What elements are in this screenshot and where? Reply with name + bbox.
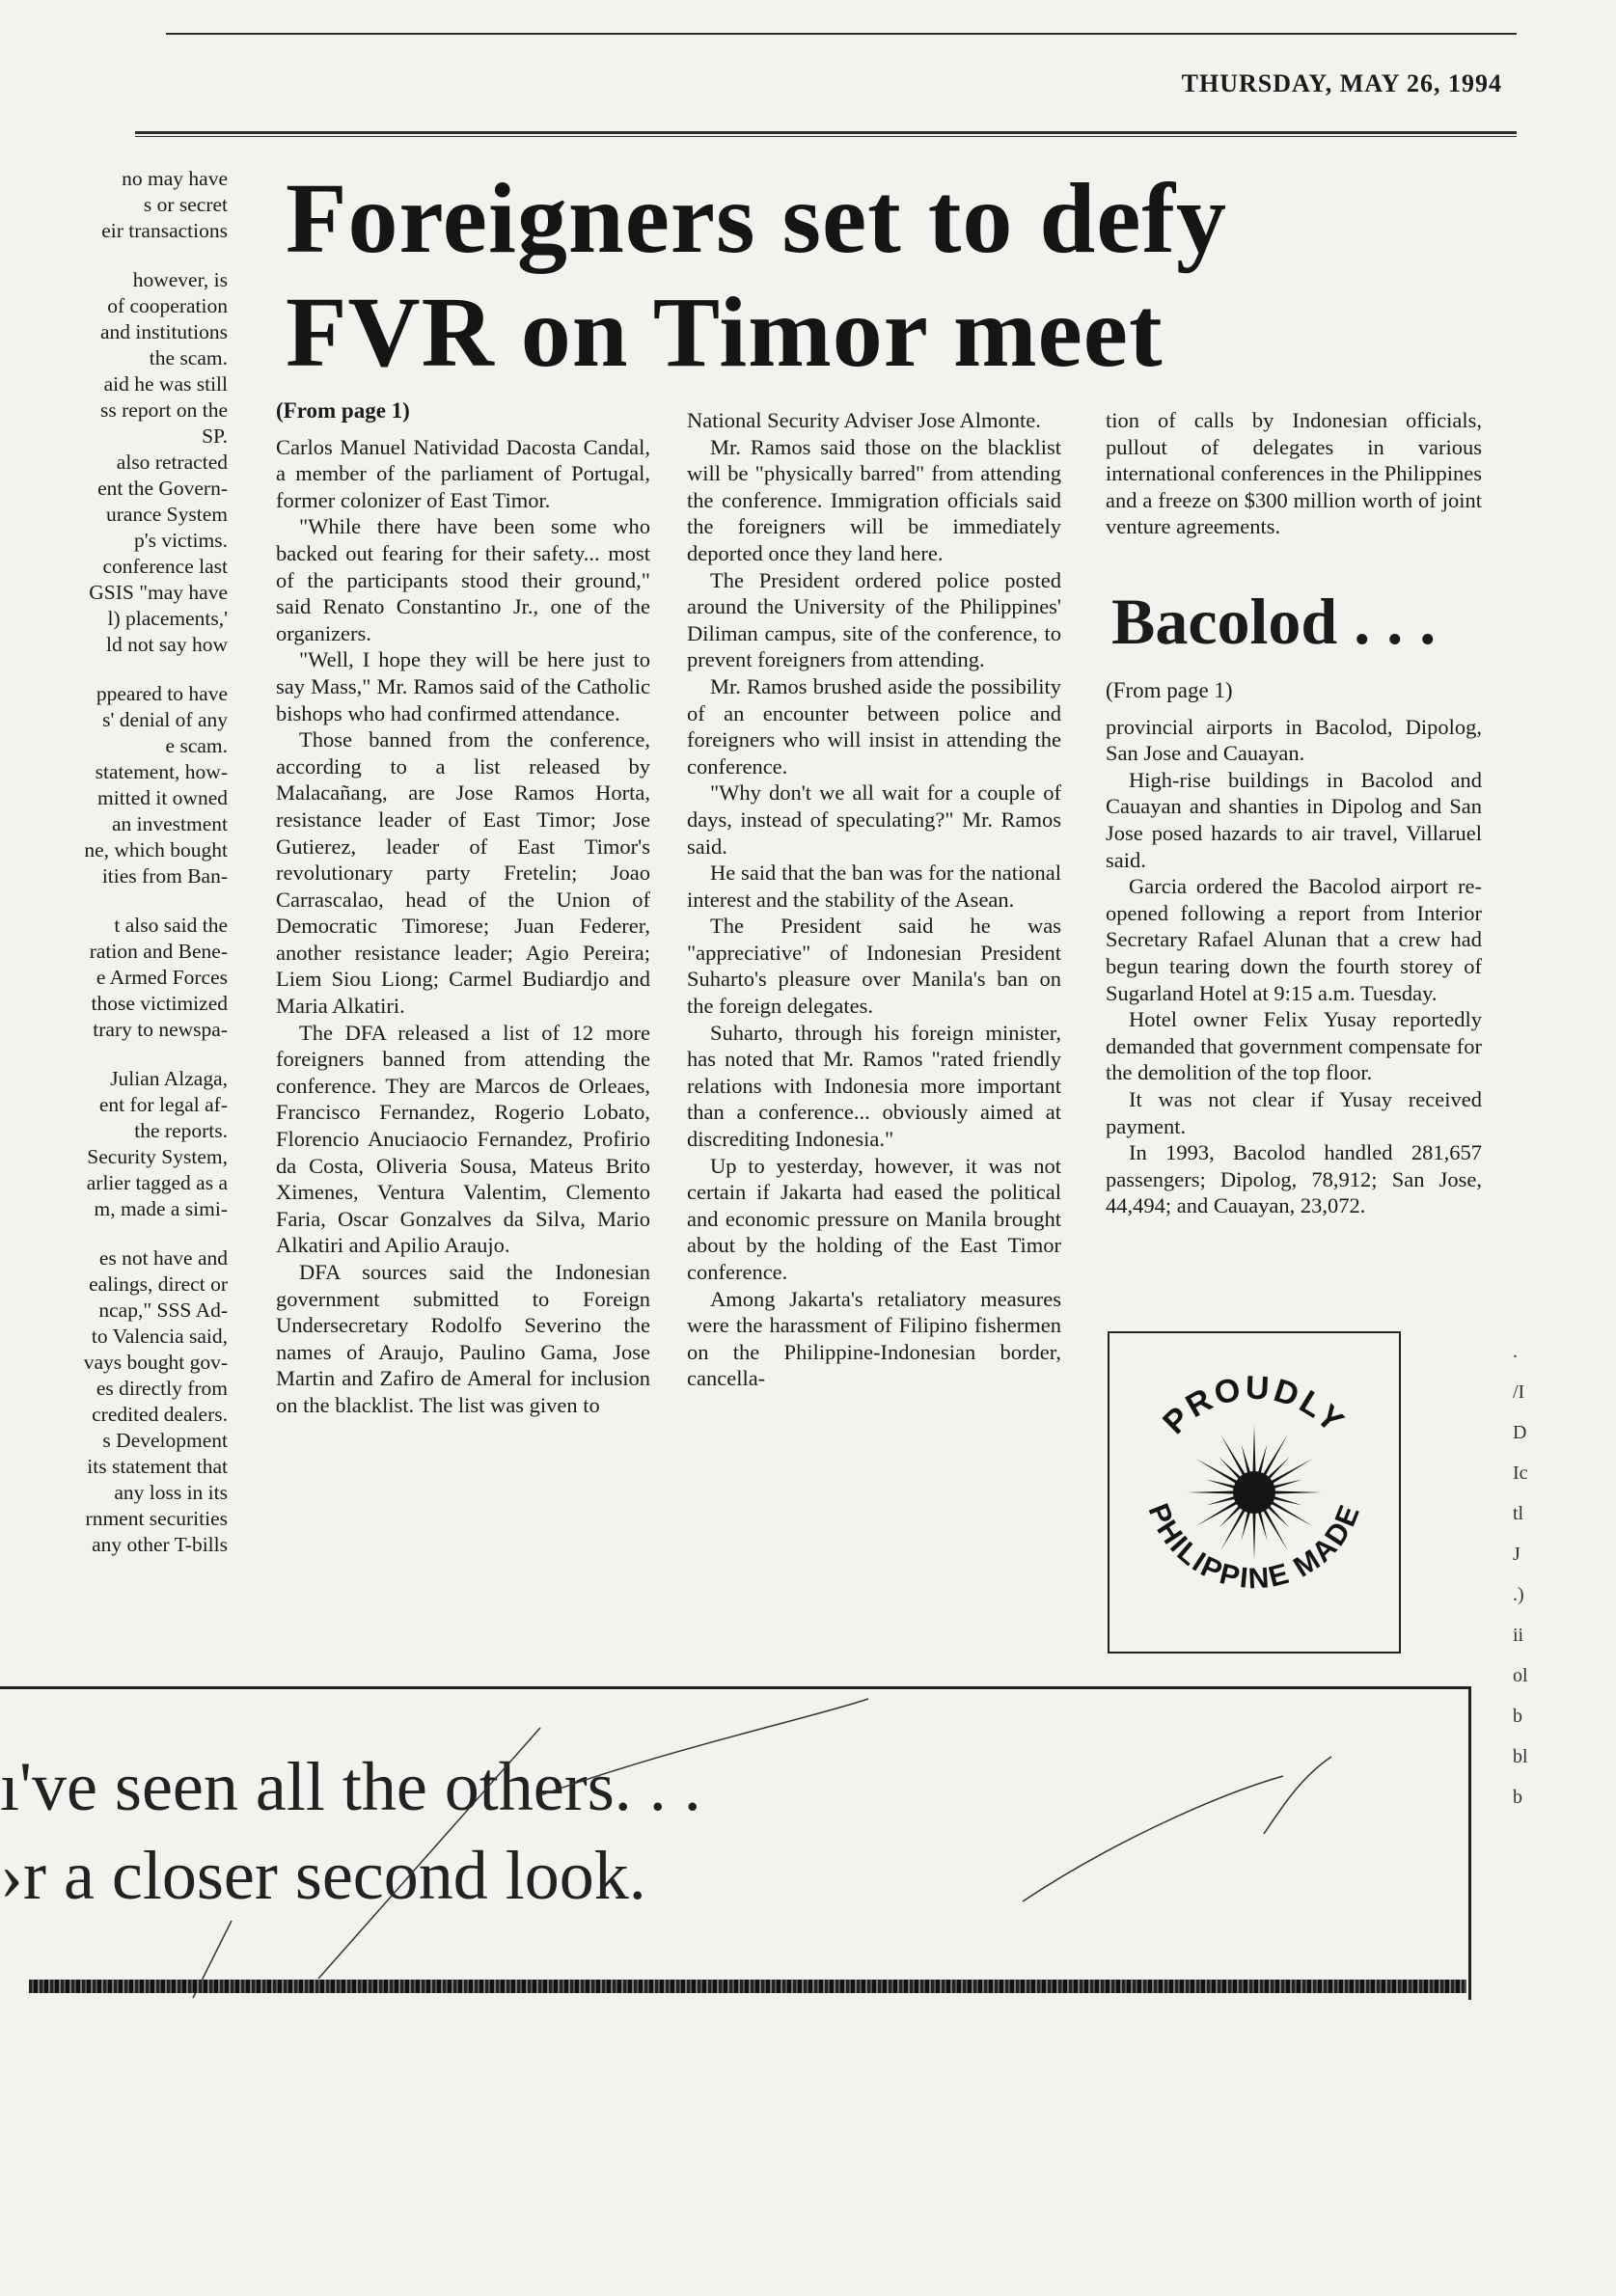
left-fragment-group <box>73 913 228 1043</box>
sun-ray <box>1252 1510 1255 1560</box>
page-date: THURSDAY, MAY 26, 1994 <box>1181 69 1502 97</box>
sun-ray <box>1187 1490 1237 1493</box>
margin-mark: J <box>1513 1544 1520 1565</box>
paragraph: "Why don't we all wait for a couple of days, instead of speculating?" Mr. Ramos said. <box>687 780 1061 859</box>
left-fragment-line: aid he was still <box>103 372 228 396</box>
left-fragment-group <box>73 267 228 658</box>
left-fragment-line: e Armed Forces <box>96 966 228 989</box>
headline-line-2: FVR on Timor meet <box>286 277 1164 388</box>
left-fragment-line: urance System <box>106 503 228 526</box>
left-fragment-line: the reports. <box>134 1119 228 1142</box>
left-fragment-line: any other T-bills <box>92 1533 228 1556</box>
story-column-1 <box>276 397 650 1419</box>
paragraph: National Security Adviser Jose Almonte. <box>687 408 1041 432</box>
bacolod-column <box>1106 677 1482 1219</box>
top-rule <box>166 33 1517 35</box>
paragraph: Suharto, through his foreign minister, has noted that Mr. Ramos "rated friendly relations with Indonesia more important than a conference... obviously aimed at discrediting Indonesia." <box>687 1020 1061 1152</box>
left-fragment-line: GSIS "may have <box>89 581 228 604</box>
ad-scribble-lines <box>0 1689 1468 2000</box>
paragraph: Garcia ordered the Bacolod airport re-opened following a report from Interior Secretary Rafael Alunan that a crew had begun tearing down the fourth storey of Sugarland Hotel at 9:15 a.m. Tuesday. <box>1106 874 1482 1005</box>
sun-ray <box>1252 1425 1255 1475</box>
story-column-3 <box>1106 407 1482 540</box>
left-fragment-line: l) placements,' <box>107 607 228 630</box>
left-fragment-line: ld not say how <box>105 633 228 656</box>
left-fragment-line: ities from Ban- <box>101 864 228 888</box>
left-fragment-line: those victimized <box>91 992 228 1015</box>
headline <box>286 162 1366 390</box>
paragraph: Among Jakarta's retaliatory measures were the harassment of Filipino fishermen on the Philippine-Indonesian border, cancella- <box>687 1286 1061 1391</box>
left-fragment-line: to Valencia said, <box>91 1325 228 1348</box>
paragraph: The President said he was "appreciative" of Indonesian President Suharto's pleasure over Manila's ban on the foreign delegates. <box>687 914 1061 1019</box>
left-fragment-line: ent the Govern- <box>97 477 228 500</box>
left-fragment-line: mitted it owned <box>97 786 228 809</box>
left-fragment-group <box>73 166 228 244</box>
left-fragment-line: of cooperation <box>107 294 228 317</box>
margin-mark: ii <box>1513 1625 1524 1646</box>
left-fragment-line: ppeared to have <box>96 682 228 705</box>
left-fragment-line: ne, which bought <box>84 838 228 861</box>
left-fragment-line: credited dealers. <box>92 1403 228 1426</box>
left-fragment-line: conference last <box>102 555 228 578</box>
margin-mark: . <box>1513 1341 1518 1362</box>
left-fragment-line: Julian Alzaga, <box>110 1067 228 1090</box>
proudly-philippine-made-seal <box>1108 1331 1401 1654</box>
left-fragment-line: statement, how- <box>95 760 228 783</box>
left-fragment-line: t also said the <box>114 914 228 937</box>
left-fragment-line: es directly from <box>96 1377 228 1400</box>
margin-mark: bl <box>1513 1746 1528 1767</box>
paragraph: The DFA released a list of 12 more foreigners banned from attending the conference. They are Marcos de Orleaes, Francisco Fernandez, Rogerio Lobato, Florencio Anuciaocio Fernandez, Profirio da Costa, Oliveria Sousa, Mateus Brito Ximenes, Ventura Valentim, Clemento Faria, Oscar Gonzalves da Silva, Mario Alkatiri and Apilio Araujo. <box>276 1020 650 1258</box>
seal-top-text: PROUDLY <box>1156 1369 1353 1442</box>
left-fragment-line: ealings, direct or <box>89 1272 228 1296</box>
headline-line-1: Foreigners set to defy <box>286 163 1228 274</box>
margin-mark: Ic <box>1513 1462 1528 1484</box>
left-fragment-line: its statement that <box>87 1455 228 1478</box>
left-fragment-line: eir transactions <box>101 219 228 242</box>
right-margin-marks <box>1513 1331 1571 1818</box>
left-fragment-line: p's victims. <box>133 529 228 552</box>
margin-mark: tl <box>1513 1503 1524 1524</box>
paragraph: tion of calls by Indonesian officials, pullout of delegates in various international conferences in the Philippines and a freeze on $300 million worth of joint venture agreements. <box>1106 408 1482 539</box>
margin-mark: /I <box>1513 1381 1525 1403</box>
left-fragment-line: ss report on the <box>100 398 228 422</box>
paragraph: DFA sources said the Indonesian government submitted to Foreign Undersecretary Rodolfo Severino the names of Araujo, Paulino Gama, Jose Martin and Zafiro de Ameral for inclusion on the blacklist. The list was given to <box>276 1260 650 1417</box>
paragraph: provincial airports in Bacolod, Dipolog, San Jose and Cauayan. <box>1106 714 1482 766</box>
ad-line-1: ı've seen all the others. . . <box>0 1748 701 1825</box>
paragraph: Hotel owner Felix Yusay reportedly demanded that government compensate for the demolition of the top floor. <box>1106 1007 1482 1085</box>
left-fragment-line: ration and Bene- <box>89 940 228 963</box>
left-fragment-line: trary to newspa- <box>93 1018 228 1041</box>
paragraph: "Well, I hope they will be here just to say Mass," Mr. Ramos said of the Catholic bishops who had confirmed attendance. <box>276 647 650 725</box>
paragraph: Mr. Ramos said those on the blacklist will be "physically barred" from attending the conference. Immigration officials said the foreigners will be immediately deported once they land here. <box>687 434 1061 565</box>
left-fragment-line: es not have and <box>98 1246 228 1270</box>
left-fragment-line: ncap," SSS Ad- <box>98 1298 228 1322</box>
paragraph: Mr. Ramos brushed aside the possibility of an encounter between police and foreigners who will insist in attending the conference. <box>687 673 1061 779</box>
bacolod-from-page: (From page 1) <box>1106 678 1233 702</box>
masthead-rule <box>135 131 1517 134</box>
left-fragment-line: m, made a simi- <box>94 1197 228 1220</box>
left-fragment-line: s or secret <box>143 193 228 216</box>
story-column-2 <box>687 407 1061 1392</box>
left-fragment-line: s' denial of any <box>102 708 228 731</box>
paragraph: "While there have been some who backed out fearing for their safety... most of the participants stood their ground," said Renato Constantino Jr., one of the organizers. <box>276 514 650 645</box>
left-fragment-line: any loss in its <box>114 1481 228 1504</box>
left-fragment-line: however, is <box>132 268 228 291</box>
left-fragment-line: SP. <box>202 424 228 448</box>
bacolod-title: Bacolod . . . <box>1111 585 1437 658</box>
left-fragment-group <box>73 1245 228 1558</box>
sun-star-logo-icon <box>1109 1333 1399 1652</box>
left-fragment-line: Security System, <box>87 1145 228 1168</box>
paragraph: The President ordered police posted around the University of the Philippines' Diliman campus, site of the conference, to prevent foreigners from attending. <box>687 567 1061 672</box>
margin-mark: b <box>1513 1787 1522 1808</box>
left-fragment-line: also retracted <box>116 451 228 474</box>
left-fragment-line: and institutions <box>100 320 228 343</box>
left-fragment-group <box>73 1066 228 1222</box>
left-fragment-line: no may have <box>122 167 228 190</box>
margin-mark: b <box>1513 1706 1522 1727</box>
sun-ray <box>1272 1490 1322 1493</box>
ad-strip <box>0 1686 1471 2000</box>
masthead-rule-thin <box>135 136 1517 137</box>
paragraph: High-rise buildings in Bacolod and Cauayan and shanties in Dipolog and San Jose posed hazards to air travel, Villaruel said. <box>1106 767 1482 872</box>
left-fragment-line: ent for legal af- <box>98 1093 228 1116</box>
paragraph: Those banned from the conference, according to a list released by Malacañang, are Jose Ramos Horta, resistance leader of East Timor; Jose Gutierez, leader of East Timor's revolutionary party Fretelin; Joao Carrascalao, head of the Union of Democratic Timorese; Juan Federer, another resistance leader; Agio Pereira; Liem Siou Liong; Carmel Budiardjo and Maria Alkatiri. <box>276 727 650 1019</box>
ad-line-2: ›r a closer second look. <box>0 1837 646 1914</box>
left-fragment-line: e scam. <box>165 734 228 757</box>
from-page-label: (From page 1) <box>276 398 410 423</box>
left-fragment-line: the scam. <box>149 346 228 369</box>
left-fragment-line: rnment securities <box>85 1507 228 1530</box>
margin-mark: ol <box>1513 1665 1528 1686</box>
paragraph: In 1993, Bacolod handled 281,657 passengers; Dipolog, 78,912; San Jose, 44,494; and Cauayan, 23,072. <box>1106 1140 1482 1218</box>
left-fragment-column <box>73 166 228 1581</box>
margin-mark: .) <box>1513 1584 1524 1605</box>
paragraph: It was not clear if Yusay received payment. <box>1106 1086 1482 1138</box>
paragraph: Carlos Manuel Natividad Dacosta Candal, a member of the parliament of Portugal, former colonizer of East Timor. <box>276 434 650 512</box>
left-fragment-group <box>73 681 228 889</box>
left-fragment-line: an investment <box>111 812 228 835</box>
paragraph: Up to yesterday, however, it was not certain if Jakarta had eased the political and economic pressure on Manila brought about by the holding of the East Timor conference. <box>687 1153 1061 1284</box>
seal-bottom-text: PHILIPPINE MADE <box>1141 1499 1367 1596</box>
left-fragment-line: s Development <box>102 1429 228 1452</box>
left-fragment-line: vays bought gov- <box>83 1351 228 1374</box>
ad-halftone-band <box>29 1980 1466 1993</box>
left-fragment-line: arlier tagged as a <box>86 1171 228 1194</box>
paragraph: He said that the ban was for the national interest and the stability of the Asean. <box>687 861 1061 912</box>
margin-mark: D <box>1513 1422 1527 1443</box>
